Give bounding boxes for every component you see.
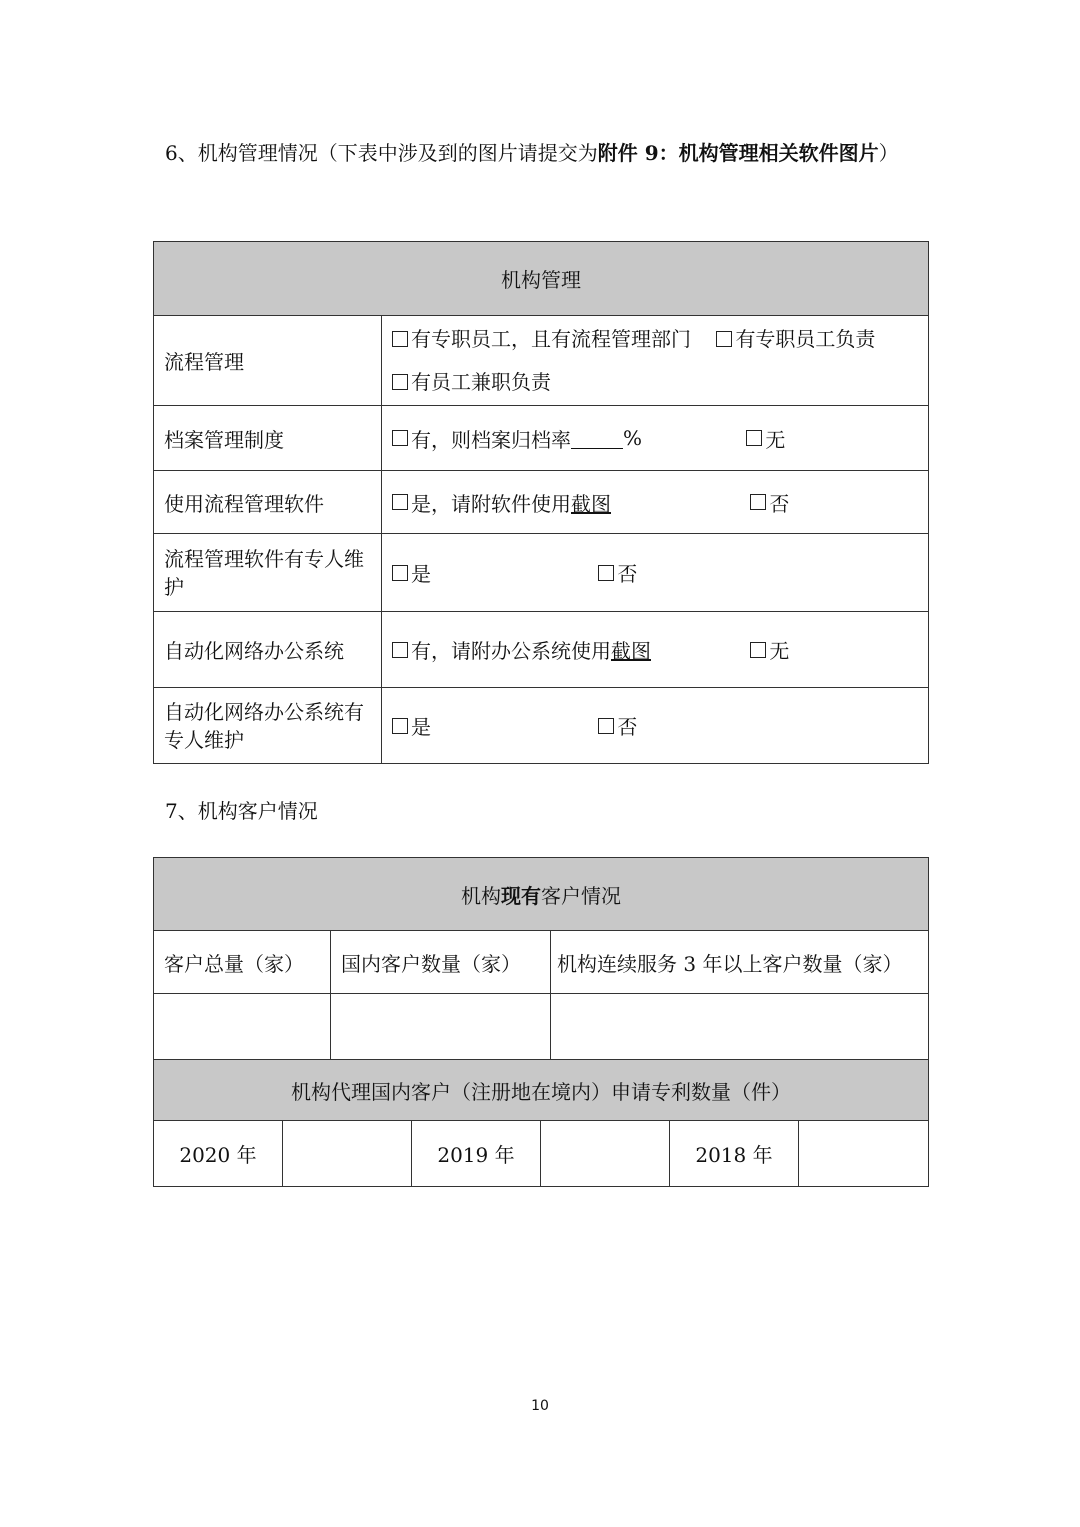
section-6-bold: 附件 9：机构管理相关软件图片 <box>597 141 879 165</box>
option-label: 无 <box>765 427 786 452</box>
option-label: 无 <box>769 639 790 663</box>
checkbox-icon[interactable] <box>392 374 408 390</box>
col-header: 国内客户数量（家） <box>331 931 551 994</box>
header-text: 机构 <box>461 883 501 908</box>
option-label: 是 <box>411 715 431 739</box>
screenshot-link[interactable]: 截图 <box>571 491 611 516</box>
option[interactable] <box>716 318 875 360</box>
input-cell[interactable] <box>331 994 551 1060</box>
option[interactable] <box>392 635 744 664</box>
option-label: 否 <box>617 562 638 586</box>
option[interactable] <box>746 424 785 453</box>
year-label: 2018 年 <box>670 1121 799 1187</box>
input-cell[interactable] <box>283 1121 412 1187</box>
client-table <box>153 857 929 1187</box>
option-label: 是 <box>411 562 431 586</box>
sub-header: 机构代理国内客户（注册地在境内）申请专利数量（件） <box>154 1060 929 1121</box>
section-6-heading <box>165 132 925 174</box>
header-bold: 现有 <box>501 883 541 908</box>
row-label: 自动化网络办公系统有专人维护 <box>154 688 382 764</box>
page-number: 10 <box>531 1398 549 1414</box>
year-label: 2020 年 <box>154 1121 283 1187</box>
checkbox-icon[interactable] <box>392 565 408 581</box>
option-label: 有专职员工，且有流程管理部门 <box>411 326 691 351</box>
checkbox-icon[interactable] <box>392 494 408 510</box>
row-label: 自动化网络办公系统 <box>154 612 382 688</box>
row-options <box>382 471 929 534</box>
option[interactable] <box>598 558 637 587</box>
option[interactable] <box>598 711 637 740</box>
col-header: 客户总量（家） <box>154 931 331 994</box>
option[interactable] <box>392 488 744 517</box>
option-label: 有，则档案归档率 <box>411 427 571 452</box>
row-label: 流程管理 <box>154 316 382 406</box>
option[interactable] <box>392 361 551 403</box>
option[interactable] <box>392 711 592 740</box>
row-options <box>382 406 929 471</box>
checkbox-icon[interactable] <box>716 331 732 347</box>
row-options <box>382 612 929 688</box>
row-options <box>382 534 929 612</box>
option[interactable] <box>750 635 789 664</box>
screenshot-link[interactable]: 截图 <box>611 639 651 663</box>
org-management-table <box>153 241 929 764</box>
row-options <box>382 316 929 406</box>
input-cell[interactable] <box>154 994 331 1060</box>
fill-blank[interactable] <box>571 428 623 449</box>
option-label: 是，请附软件使用 <box>411 491 571 516</box>
option-label: 否 <box>617 715 638 739</box>
percent-sign: % <box>623 426 643 450</box>
option-label: 有专职员工负责 <box>735 326 876 351</box>
checkbox-icon[interactable] <box>392 718 408 734</box>
checkbox-icon[interactable] <box>392 430 408 446</box>
table-header <box>154 858 929 931</box>
row-label: 使用流程管理软件 <box>154 471 382 534</box>
col-header: 机构连续服务 3 年以上客户数量（家） <box>551 931 929 994</box>
input-cell[interactable] <box>799 1121 929 1187</box>
header-text: 客户情况 <box>541 883 621 908</box>
year-label: 2019 年 <box>412 1121 541 1187</box>
checkbox-icon[interactable] <box>392 642 408 658</box>
option-label: 有，请附办公系统使用 <box>411 639 611 663</box>
section-6-text: 6、机构管理情况（下表中涉及到的图片请提交为 <box>165 141 598 165</box>
checkbox-icon[interactable] <box>598 565 614 581</box>
checkbox-icon[interactable] <box>746 430 762 446</box>
option[interactable] <box>750 488 789 517</box>
section-6-suffix: ） <box>878 141 899 165</box>
checkbox-icon[interactable] <box>392 331 408 347</box>
option[interactable] <box>392 424 740 453</box>
checkbox-icon[interactable] <box>750 642 766 658</box>
input-cell[interactable] <box>551 994 929 1060</box>
input-cell[interactable] <box>541 1121 670 1187</box>
checkbox-icon[interactable] <box>750 494 766 510</box>
row-label: 档案管理制度 <box>154 406 382 471</box>
option[interactable] <box>392 318 691 360</box>
option-label: 有员工兼职负责 <box>411 369 551 394</box>
row-options <box>382 688 929 764</box>
section-7-heading: 7、机构客户情况 <box>165 799 318 823</box>
row-label: 流程管理软件有专人维护 <box>154 534 382 612</box>
checkbox-icon[interactable] <box>598 718 614 734</box>
option[interactable] <box>392 558 592 587</box>
option-label: 否 <box>769 491 790 516</box>
table-header: 机构管理 <box>154 242 929 316</box>
